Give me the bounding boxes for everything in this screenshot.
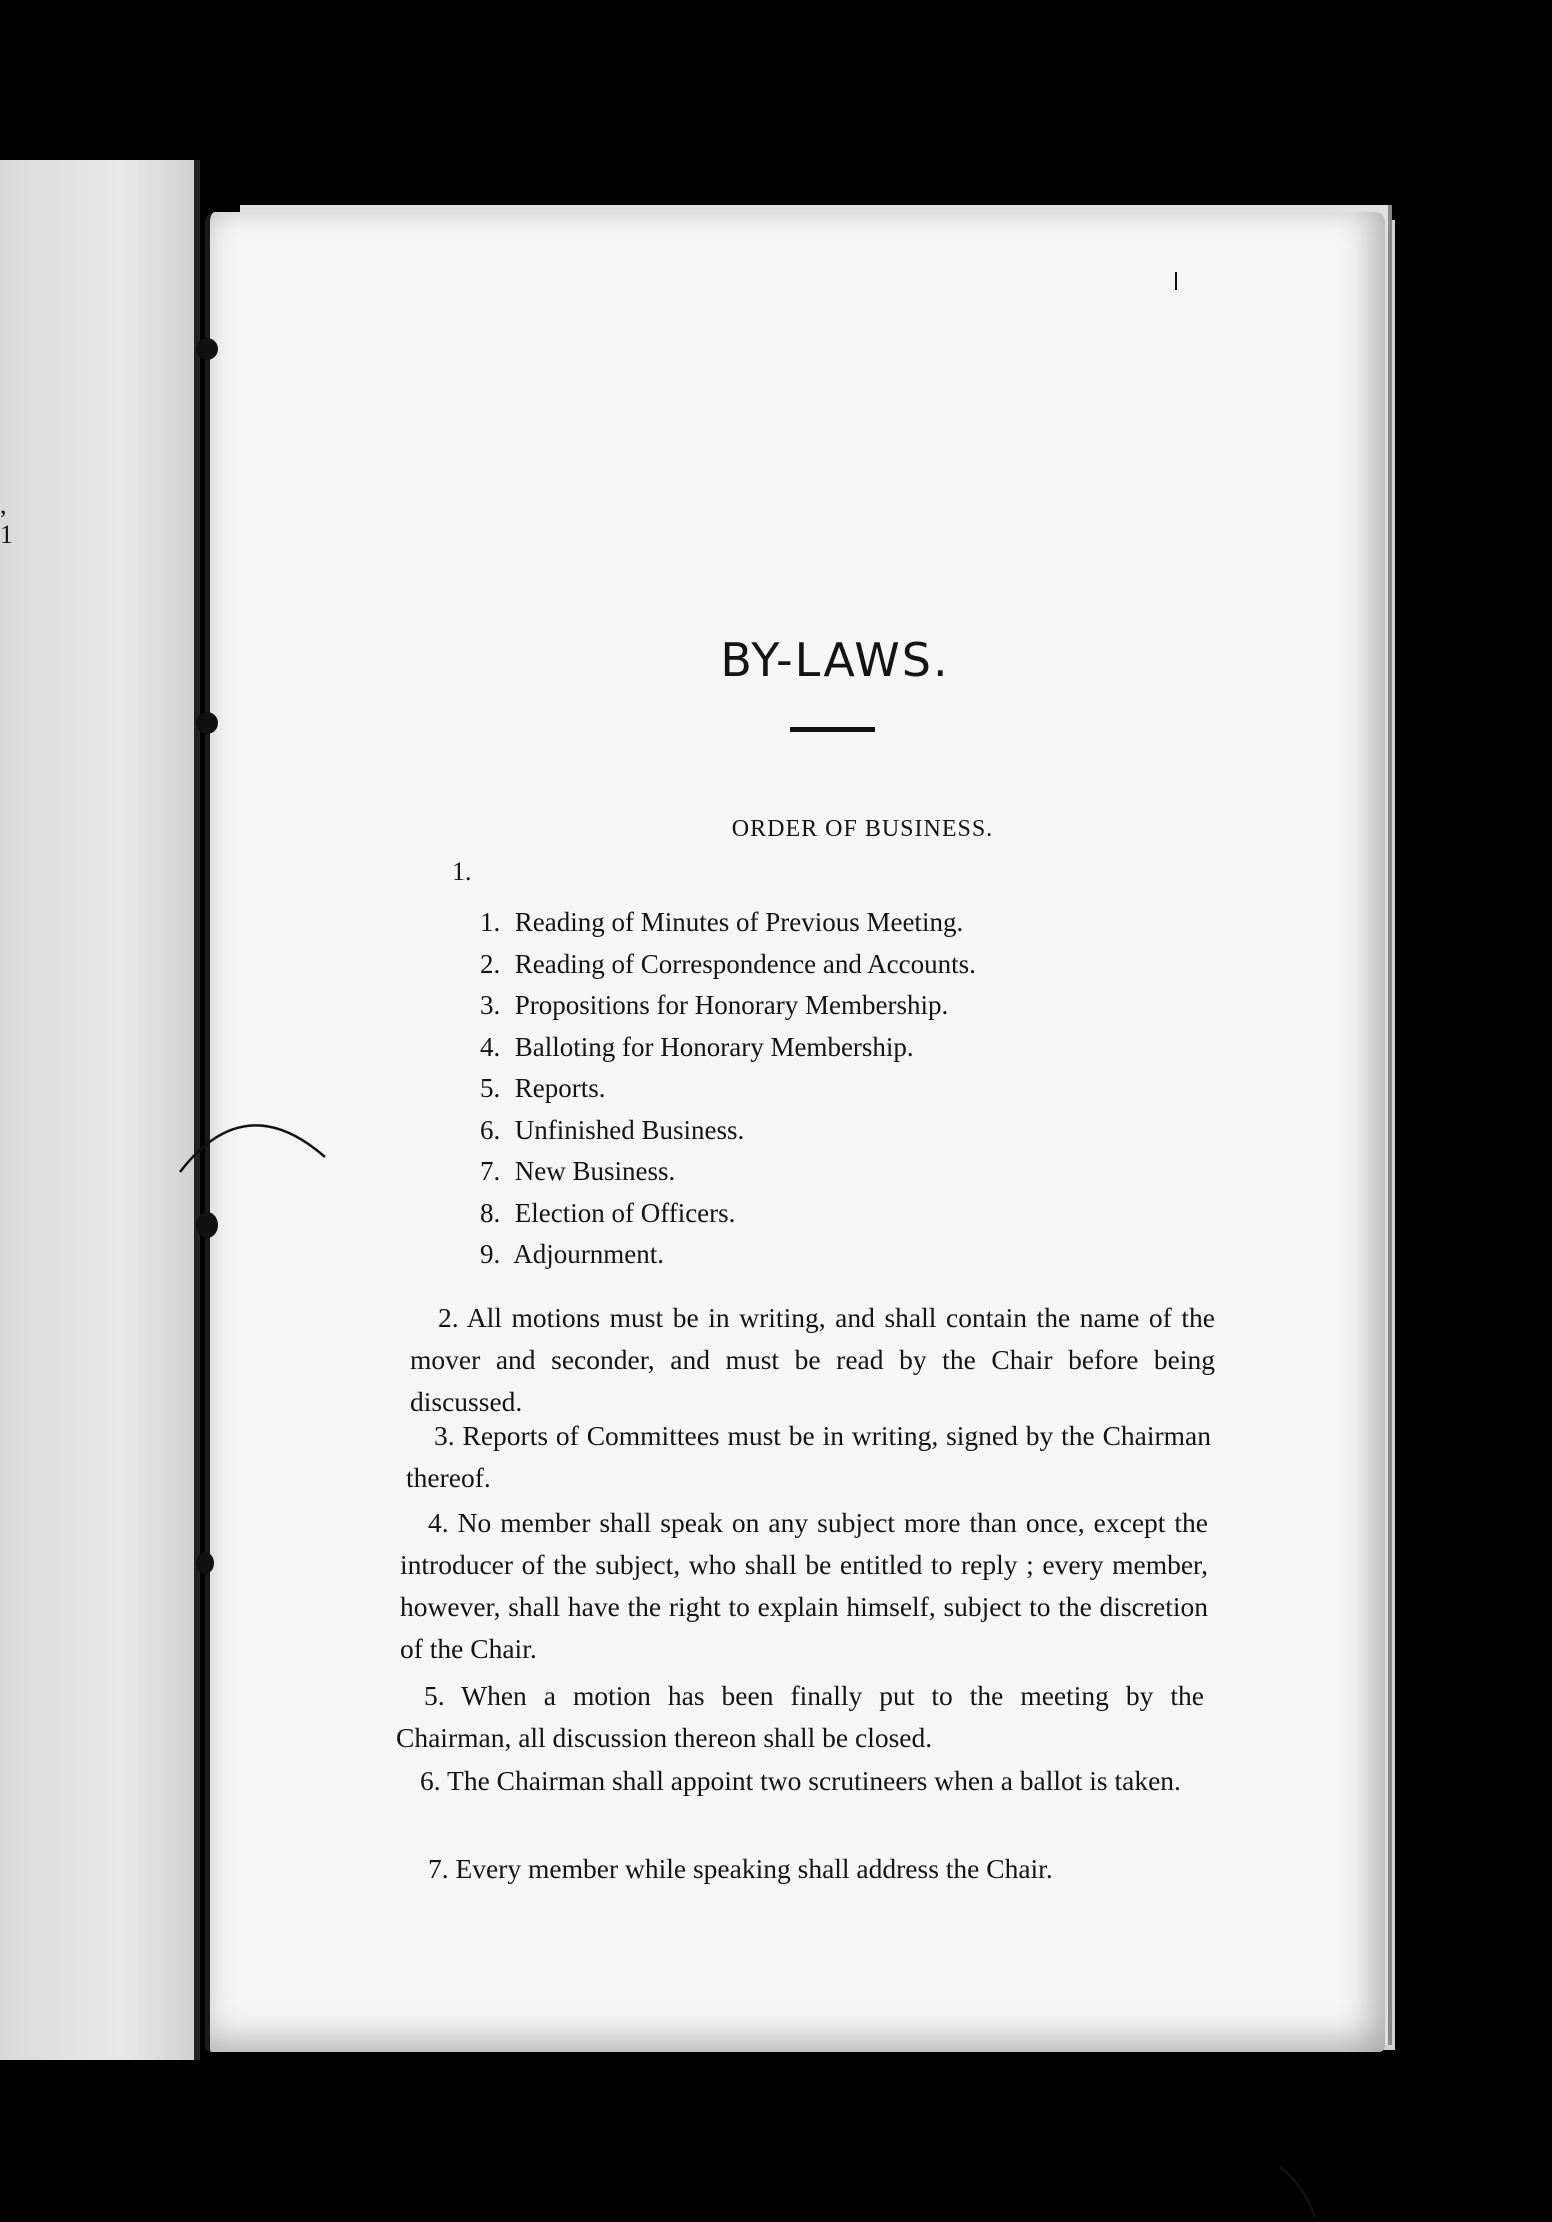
pencil-arc-mark [175, 1097, 355, 1177]
binding-hole [196, 712, 218, 734]
rule-text: When a motion has been finally put to the meeting by the Chairman, all discussion thereon shall be closed. [396, 1680, 1204, 1753]
list-item-text: Reading of Correspondence and Accounts. [514, 948, 976, 979]
rule-text: The Chairman shall appoint two scrutineers when a ballot is taken. [447, 1765, 1181, 1796]
binding-hole [196, 338, 218, 360]
list-item-number: 3. [480, 990, 501, 1020]
binding-hole [196, 1212, 218, 1238]
list-item-text: Election of Officers. [514, 1197, 736, 1228]
rule-number: 4. [428, 1507, 449, 1538]
list-item-number: 7. [480, 1156, 501, 1186]
list-item-text: Adjournment. [513, 1239, 664, 1269]
list-item [480, 1193, 976, 1235]
rule-paragraph [392, 1760, 1202, 1802]
list-item-number: 5. [480, 1073, 501, 1103]
section-number: 1. [452, 857, 472, 886]
rule-paragraph [400, 1848, 1210, 1890]
facing-left-page [0, 160, 200, 2060]
list-item-number: 8. [480, 1197, 501, 1228]
rule-number: 3. [434, 1420, 455, 1451]
rule-text: No member shall speak on any subject more than once, except the introducer of the subject, who shall be entitled to reply ; every member, however, shall have the right to explain himself, subject to the discretion of the Chair. [400, 1507, 1209, 1664]
list-item [480, 1151, 976, 1193]
page-title: BY-LAWS. [720, 632, 950, 687]
list-item [480, 1068, 976, 1110]
order-of-business-list [480, 902, 976, 1276]
rule-paragraph [400, 1502, 1208, 1670]
rule-paragraph [396, 1675, 1204, 1759]
margin-mark [1175, 272, 1177, 290]
list-item [480, 1234, 976, 1276]
rule-paragraph [406, 1415, 1211, 1499]
list-item [480, 944, 976, 986]
list-item-number: 9. [480, 1239, 501, 1269]
list-item-number: 4. [480, 1031, 501, 1062]
left-page-fragment: , [0, 490, 7, 519]
list-item-text: New Business. [514, 1156, 676, 1186]
list-item-number: 6. [480, 1114, 501, 1145]
rule-text: Every member while speaking shall address the Chair. [455, 1853, 1053, 1884]
rule-number: 7. [428, 1853, 449, 1884]
rule-paragraph [410, 1297, 1215, 1423]
rule-number: 2. [438, 1302, 459, 1333]
title-underline [790, 727, 875, 732]
list-item-number: 1. [480, 907, 501, 937]
rule-text: All motions must be in writing, and shall contain the name of the mover and seconder, and must be read by the Chair before being discussed. [410, 1302, 1215, 1417]
list-item [480, 985, 976, 1027]
document-page [205, 212, 1385, 2052]
list-item [480, 902, 976, 944]
rule-number: 5. [424, 1680, 445, 1711]
list-item-text: Balloting for Honorary Membership. [514, 1031, 914, 1062]
list-item-text: Unfinished Business. [514, 1114, 745, 1145]
binding-hole [196, 1552, 214, 1574]
list-item [480, 1110, 976, 1152]
list-item-number: 2. [480, 948, 501, 979]
pencil-stroke-mark [1275, 2162, 1335, 2222]
list-item-text: Propositions for Honorary Membership. [514, 990, 949, 1020]
left-page-fragment: 1 [0, 520, 13, 549]
rule-text: Reports of Committees must be in writing, signed by the Chairman thereof. [406, 1420, 1212, 1493]
list-item [480, 1027, 976, 1069]
list-item-text: Reading of Minutes of Previous Meeting. [514, 907, 964, 937]
rule-number: 6. [420, 1765, 441, 1796]
section-heading: ORDER OF BUSINESS. [731, 816, 994, 842]
list-item-text: Reports. [514, 1073, 606, 1103]
